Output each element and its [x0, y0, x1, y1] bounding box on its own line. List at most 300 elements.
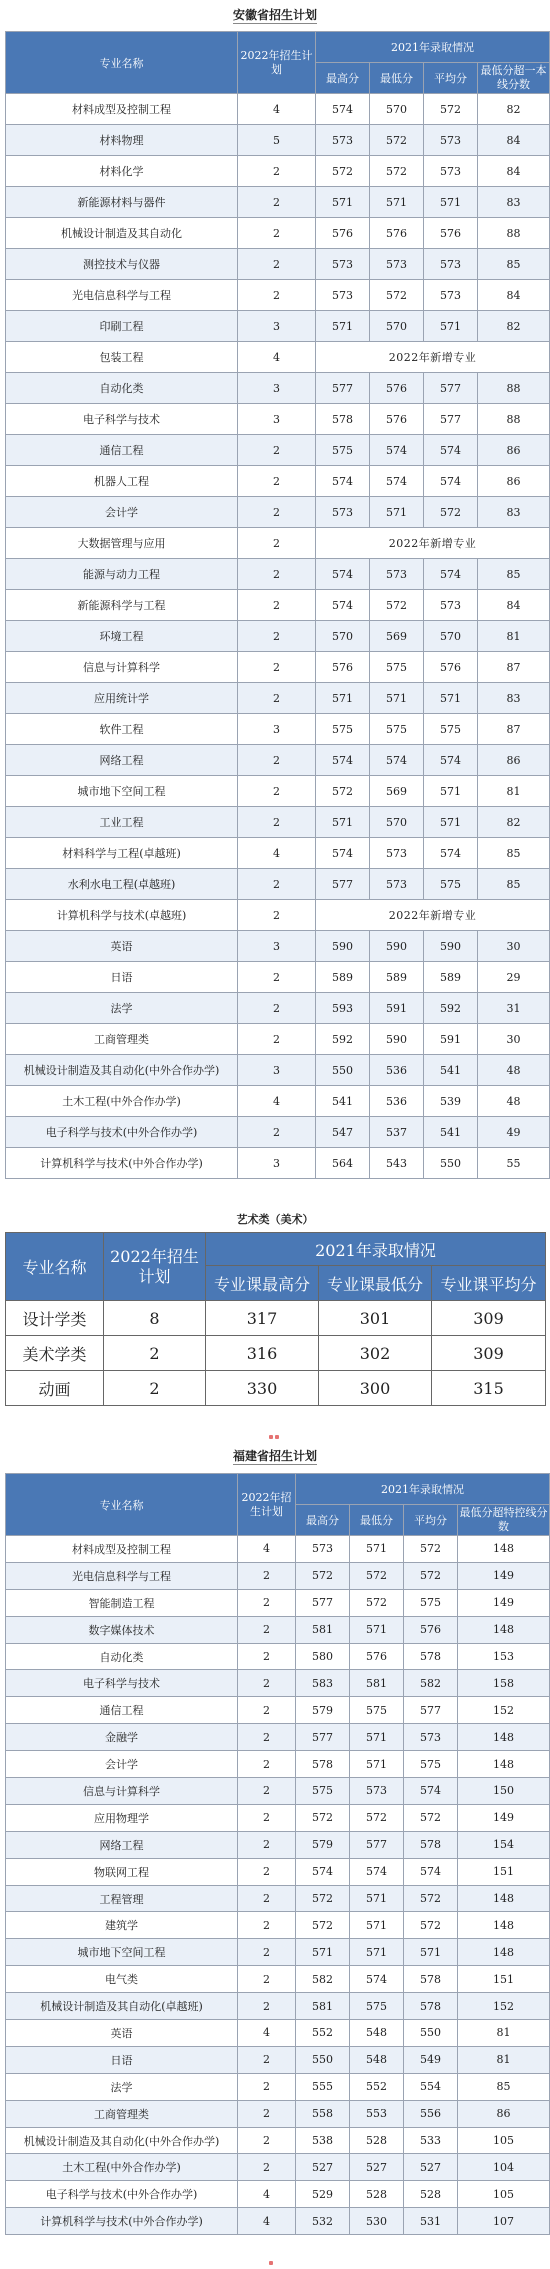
major-name-cell: 智能制造工程: [6, 1589, 238, 1616]
plan-count-cell: 2: [238, 1616, 296, 1643]
min-score-cell: 573: [370, 869, 424, 900]
min-score-cell: 576: [350, 1643, 404, 1670]
min-score-cell: 574: [370, 745, 424, 776]
plan-count-cell: 2: [104, 1336, 206, 1371]
avg-score-cell: 554: [404, 2073, 458, 2100]
avg-score-cell: 533: [404, 2127, 458, 2154]
avg-score-cell: 578: [404, 1831, 458, 1858]
plan-count-cell: 3: [238, 1148, 316, 1179]
diff-score-cell: 105: [458, 2127, 550, 2154]
min-score-cell: 528: [350, 2127, 404, 2154]
avg-score-cell: 527: [404, 2154, 458, 2181]
plan-count-cell: 3: [238, 714, 316, 745]
diff-score-cell: 49: [478, 1117, 550, 1148]
diff-score-cell: 149: [458, 1589, 550, 1616]
diff-score-cell: 107: [458, 2208, 550, 2235]
new-major-note-cell: 2022年新增专业: [316, 342, 550, 373]
max-score-cell: 575: [316, 714, 370, 745]
avg-score-cell: 550: [404, 2020, 458, 2047]
table-row: [6, 1117, 550, 1148]
plan-count-cell: 2: [238, 900, 316, 931]
major-name-cell: 工程管理: [6, 1885, 238, 1912]
plan-count-cell: 2: [238, 1858, 296, 1885]
min-score-cell: 571: [350, 1885, 404, 1912]
plan-count-cell: 2: [238, 621, 316, 652]
min-score-cell: 300: [319, 1371, 432, 1406]
plan-count-cell: 4: [238, 2020, 296, 2047]
diff-score-cell: 88: [478, 218, 550, 249]
major-name-cell: 日语: [6, 2046, 238, 2073]
plan-count-cell: 2: [238, 1804, 296, 1831]
table-row: [6, 1831, 550, 1858]
table-row: [6, 2020, 550, 2047]
major-name-cell: 电子科学与技术(中外合作办学): [6, 2181, 238, 2208]
diff-score-cell: 29: [478, 962, 550, 993]
min-score-cell: 577: [350, 1831, 404, 1858]
table-row: [6, 1966, 550, 1993]
major-name-cell: 软件工程: [6, 714, 238, 745]
plan-count-cell: 2: [238, 1939, 296, 1966]
plan-count-cell: 2: [238, 993, 316, 1024]
max-score-cell: 573: [316, 249, 370, 280]
table-row: [6, 1148, 550, 1179]
max-score-cell: 572: [296, 1804, 350, 1831]
fj-col-min-header: 最低分: [350, 1505, 404, 1536]
major-name-cell: 材料科学与工程(卓越班): [6, 838, 238, 869]
avg-score-cell: 582: [404, 1670, 458, 1697]
plan-count-cell: 2: [238, 2073, 296, 2100]
max-score-cell: 330: [206, 1371, 319, 1406]
major-name-cell: 材料成型及控制工程: [6, 1536, 238, 1563]
min-score-cell: 570: [370, 311, 424, 342]
anhui-title: 安徽省招生计划: [232, 8, 317, 22]
major-name-cell: 材料成型及控制工程: [6, 94, 238, 125]
diff-score-cell: 30: [478, 931, 550, 962]
art-col-avg-header: 专业课平均分: [432, 1266, 546, 1301]
min-score-cell: 589: [370, 962, 424, 993]
major-name-cell: 机器人工程: [6, 466, 238, 497]
min-score-cell: 574: [350, 1966, 404, 1993]
major-name-cell: 网络工程: [6, 1831, 238, 1858]
max-score-cell: 573: [296, 1536, 350, 1563]
avg-score-cell: 572: [404, 1562, 458, 1589]
table-row: [6, 683, 550, 714]
avg-score-cell: 570: [424, 621, 478, 652]
major-name-cell: 测控技术与仪器: [6, 249, 238, 280]
avg-score-cell: 574: [404, 1778, 458, 1805]
min-score-cell: 570: [370, 94, 424, 125]
major-name-cell: 英语: [6, 931, 238, 962]
plan-count-cell: 2: [238, 1885, 296, 1912]
table-row: [6, 1912, 550, 1939]
major-name-cell: 包装工程: [6, 342, 238, 373]
art-title: 艺术类（美术）: [236, 1213, 314, 1226]
max-score-cell: 532: [296, 2208, 350, 2235]
major-name-cell: 美术学类: [6, 1336, 104, 1371]
plan-count-cell: 2: [238, 2100, 296, 2127]
min-score-cell: 528: [350, 2181, 404, 2208]
major-name-cell: 电子科学与技术: [6, 1670, 238, 1697]
avg-score-cell: 571: [404, 1939, 458, 1966]
major-name-cell: 机械设计制造及其自动化(卓越班): [6, 1993, 238, 2020]
diff-score-cell: 31: [478, 993, 550, 1024]
diff-score-cell: 148: [458, 1724, 550, 1751]
table-row: [6, 1858, 550, 1885]
diff-score-cell: 84: [478, 125, 550, 156]
min-score-cell: 571: [370, 683, 424, 714]
avg-score-cell: 573: [424, 125, 478, 156]
max-score-cell: 577: [316, 869, 370, 900]
min-score-cell: 573: [370, 559, 424, 590]
table-row: [6, 497, 550, 528]
major-name-cell: 电气类: [6, 1966, 238, 1993]
avg-score-cell: 571: [424, 776, 478, 807]
avg-score-cell: 572: [424, 94, 478, 125]
min-score-cell: 571: [370, 497, 424, 528]
major-name-cell: 光电信息科学与工程: [6, 1562, 238, 1589]
table-row: [6, 311, 550, 342]
avg-score-cell: 531: [404, 2208, 458, 2235]
diff-score-cell: 86: [478, 466, 550, 497]
min-score-cell: 543: [370, 1148, 424, 1179]
major-name-cell: 英语: [6, 2020, 238, 2047]
diff-score-cell: 85: [478, 249, 550, 280]
plan-count-cell: 2: [238, 590, 316, 621]
table-row: [6, 1589, 550, 1616]
plan-count-cell: 2: [238, 1562, 296, 1589]
major-name-cell: 通信工程: [6, 1697, 238, 1724]
bottom-divider-dot: [268, 2250, 282, 2256]
max-score-cell: 581: [296, 1616, 350, 1643]
plan-count-cell: 2: [238, 218, 316, 249]
diff-score-cell: 81: [458, 2020, 550, 2047]
art-col-min-header: 专业课最低分: [319, 1266, 432, 1301]
avg-score-cell: 589: [424, 962, 478, 993]
major-name-cell: 光电信息科学与工程: [6, 280, 238, 311]
col-year-header: 2021年录取情况: [316, 32, 550, 63]
diff-score-cell: 84: [478, 156, 550, 187]
major-name-cell: 金融学: [6, 1724, 238, 1751]
max-score-cell: 575: [316, 435, 370, 466]
fj-col-year-header: 2021年录取情况: [296, 1474, 550, 1505]
major-name-cell: 土木工程(中外合作办学): [6, 1086, 238, 1117]
table-row: [6, 1336, 546, 1371]
min-score-cell: 548: [350, 2020, 404, 2047]
max-score-cell: 589: [316, 962, 370, 993]
major-name-cell: 日语: [6, 962, 238, 993]
art-col-year-header: 2021年录取情况: [206, 1233, 546, 1266]
major-name-cell: 物联网工程: [6, 1858, 238, 1885]
major-name-cell: 城市地下空间工程: [6, 776, 238, 807]
max-score-cell: 574: [316, 466, 370, 497]
fj-col-max-header: 最高分: [296, 1505, 350, 1536]
min-score-cell: 571: [350, 1724, 404, 1751]
max-score-cell: 577: [296, 1724, 350, 1751]
avg-score-cell: 575: [404, 1589, 458, 1616]
min-score-cell: 572: [370, 125, 424, 156]
table-row: [6, 2154, 550, 2181]
min-score-cell: 569: [370, 621, 424, 652]
plan-count-cell: 2: [238, 1751, 296, 1778]
plan-count-cell: 2: [238, 249, 316, 280]
avg-score-cell: 571: [424, 311, 478, 342]
avg-score-cell: 556: [404, 2100, 458, 2127]
max-score-cell: 580: [296, 1643, 350, 1670]
plan-count-cell: 2: [238, 1778, 296, 1805]
table-row: [6, 2181, 550, 2208]
major-name-cell: 网络工程: [6, 745, 238, 776]
plan-count-cell: 4: [238, 342, 316, 373]
min-score-cell: 576: [370, 373, 424, 404]
min-score-cell: 571: [350, 1751, 404, 1778]
diff-score-cell: 104: [458, 2154, 550, 2181]
plan-count-cell: 4: [238, 2208, 296, 2235]
min-score-cell: 571: [350, 1939, 404, 1966]
table-row: [6, 1562, 550, 1589]
table-row: [6, 2100, 550, 2127]
max-score-cell: 578: [316, 404, 370, 435]
min-score-cell: 548: [350, 2046, 404, 2073]
plan-count-cell: 2: [238, 435, 316, 466]
table-row: [6, 466, 550, 497]
max-score-cell: 527: [296, 2154, 350, 2181]
table-row: [6, 962, 550, 993]
min-score-cell: 575: [350, 1993, 404, 2020]
major-name-cell: 自动化类: [6, 373, 238, 404]
avg-score-cell: 571: [424, 807, 478, 838]
diff-score-cell: 148: [458, 1885, 550, 1912]
table-row: [6, 1643, 550, 1670]
diff-score-cell: 152: [458, 1697, 550, 1724]
diff-score-cell: 149: [458, 1804, 550, 1831]
avg-score-cell: 575: [424, 869, 478, 900]
min-score-cell: 575: [350, 1697, 404, 1724]
min-score-cell: 591: [370, 993, 424, 1024]
avg-score-cell: 574: [424, 435, 478, 466]
avg-score-cell: 577: [424, 373, 478, 404]
table-row: [6, 1024, 550, 1055]
table-row: [6, 435, 550, 466]
fj-col-major-header: 专业名称: [6, 1474, 238, 1536]
avg-score-cell: 576: [424, 652, 478, 683]
plan-count-cell: 3: [238, 1055, 316, 1086]
avg-score-cell: 578: [404, 1993, 458, 2020]
table-row: [6, 838, 550, 869]
plan-count-cell: 2: [238, 466, 316, 497]
major-name-cell: 应用物理学: [6, 1804, 238, 1831]
avg-score-cell: 309: [432, 1336, 546, 1371]
plan-count-cell: 2: [238, 1670, 296, 1697]
min-score-cell: 571: [370, 187, 424, 218]
major-name-cell: 水利水电工程(卓越班): [6, 869, 238, 900]
major-name-cell: 新能源材料与器件: [6, 187, 238, 218]
avg-score-cell: 309: [432, 1301, 546, 1336]
avg-score-cell: 573: [424, 280, 478, 311]
art-col-max-header: 专业课最高分: [206, 1266, 319, 1301]
min-score-cell: 573: [370, 249, 424, 280]
plan-count-cell: 2: [238, 1643, 296, 1670]
table-row: [6, 404, 550, 435]
max-score-cell: 529: [296, 2181, 350, 2208]
plan-count-cell: 2: [104, 1371, 206, 1406]
avg-score-cell: 577: [424, 404, 478, 435]
major-name-cell: 法学: [6, 993, 238, 1024]
table-row: [6, 156, 550, 187]
major-name-cell: 工商管理类: [6, 2100, 238, 2127]
diff-score-cell: 81: [478, 621, 550, 652]
avg-score-cell: 591: [424, 1024, 478, 1055]
plan-count-cell: 4: [238, 2181, 296, 2208]
major-name-cell: 新能源科学与工程: [6, 590, 238, 621]
min-score-cell: 571: [350, 1616, 404, 1643]
avg-score-cell: 573: [424, 156, 478, 187]
max-score-cell: 592: [316, 1024, 370, 1055]
col-avg-header: 平均分: [424, 63, 478, 94]
min-score-cell: 573: [370, 838, 424, 869]
diff-score-cell: 81: [478, 776, 550, 807]
table-row: [6, 187, 550, 218]
table-row: [6, 900, 550, 931]
table-row: [6, 1751, 550, 1778]
art-col-major-header: 专业名称: [6, 1233, 104, 1301]
max-score-cell: 581: [296, 1993, 350, 2020]
major-name-cell: 应用统计学: [6, 683, 238, 714]
plan-count-cell: 8: [104, 1301, 206, 1336]
max-score-cell: 538: [296, 2127, 350, 2154]
diff-score-cell: 88: [478, 373, 550, 404]
max-score-cell: 574: [316, 745, 370, 776]
major-name-cell: 计算机科学与技术(中外合作办学): [6, 2208, 238, 2235]
min-score-cell: 574: [370, 435, 424, 466]
min-score-cell: 536: [370, 1086, 424, 1117]
table-row: [6, 1301, 546, 1336]
max-score-cell: 576: [316, 218, 370, 249]
table-row: [6, 2073, 550, 2100]
diff-score-cell: 148: [458, 1751, 550, 1778]
major-name-cell: 法学: [6, 2073, 238, 2100]
table-row: [6, 1371, 546, 1406]
avg-score-cell: 549: [404, 2046, 458, 2073]
plan-count-cell: 2: [238, 1024, 316, 1055]
plan-count-cell: 3: [238, 404, 316, 435]
section-divider-dots: [268, 1424, 282, 1430]
max-score-cell: 541: [316, 1086, 370, 1117]
new-major-note-cell: 2022年新增专业: [316, 900, 550, 931]
table-row: [6, 1536, 550, 1563]
major-name-cell: 土木工程(中外合作办学): [6, 2154, 238, 2181]
major-name-cell: 计算机科学与技术(卓越班): [6, 900, 238, 931]
diff-score-cell: 153: [458, 1643, 550, 1670]
max-score-cell: 572: [316, 776, 370, 807]
plan-count-cell: 2: [238, 869, 316, 900]
max-score-cell: 593: [316, 993, 370, 1024]
max-score-cell: 578: [296, 1751, 350, 1778]
min-score-cell: 572: [350, 1804, 404, 1831]
major-name-cell: 建筑学: [6, 1912, 238, 1939]
plan-count-cell: 3: [238, 311, 316, 342]
plan-count-cell: 2: [238, 559, 316, 590]
avg-score-cell: 574: [424, 838, 478, 869]
plan-count-cell: 2: [238, 1966, 296, 1993]
min-score-cell: 537: [370, 1117, 424, 1148]
min-score-cell: 576: [370, 404, 424, 435]
avg-score-cell: 575: [424, 714, 478, 745]
diff-score-cell: 55: [478, 1148, 550, 1179]
plan-count-cell: 2: [238, 962, 316, 993]
fj-col-diff-header: 最低分超特控线分数: [458, 1505, 550, 1536]
table-row: [6, 993, 550, 1024]
max-score-cell: 577: [316, 373, 370, 404]
plan-count-cell: 4: [238, 838, 316, 869]
max-score-cell: 579: [296, 1831, 350, 1858]
new-major-note-cell: 2022年新增专业: [316, 528, 550, 559]
avg-score-cell: 574: [424, 559, 478, 590]
table-row: [6, 2046, 550, 2073]
avg-score-cell: 572: [424, 497, 478, 528]
major-name-cell: 环境工程: [6, 621, 238, 652]
max-score-cell: 570: [316, 621, 370, 652]
diff-score-cell: 158: [458, 1670, 550, 1697]
fujian-title: 福建省招生计划: [232, 1449, 317, 1463]
min-score-cell: 575: [370, 714, 424, 745]
plan-count-cell: 3: [238, 931, 316, 962]
col-diff-header: 最低分超一本线分数: [478, 63, 550, 94]
table-row: [6, 280, 550, 311]
min-score-cell: 536: [370, 1055, 424, 1086]
min-score-cell: 553: [350, 2100, 404, 2127]
min-score-cell: 572: [350, 1562, 404, 1589]
art-col-plan-header: 2022年招生计划: [104, 1233, 206, 1301]
table-row: [6, 249, 550, 280]
min-score-cell: 570: [370, 807, 424, 838]
diff-score-cell: 148: [458, 1939, 550, 1966]
table-row: [6, 1616, 550, 1643]
max-score-cell: 572: [316, 156, 370, 187]
avg-score-cell: 575: [404, 1751, 458, 1778]
diff-score-cell: 30: [478, 1024, 550, 1055]
col-max-header: 最高分: [316, 63, 370, 94]
plan-count-cell: 2: [238, 2127, 296, 2154]
avg-score-cell: 576: [424, 218, 478, 249]
table-row: [6, 1086, 550, 1117]
diff-score-cell: 86: [478, 745, 550, 776]
max-score-cell: 571: [316, 807, 370, 838]
max-score-cell: 574: [316, 838, 370, 869]
avg-score-cell: 541: [424, 1055, 478, 1086]
max-score-cell: 550: [296, 2046, 350, 2073]
min-score-cell: 574: [370, 466, 424, 497]
table-row: [6, 1778, 550, 1805]
plan-count-cell: 2: [238, 1724, 296, 1751]
plan-count-cell: 4: [238, 1536, 296, 1563]
min-score-cell: 572: [370, 590, 424, 621]
table-row: [6, 1055, 550, 1086]
max-score-cell: 576: [316, 652, 370, 683]
diff-score-cell: 83: [478, 683, 550, 714]
max-score-cell: 550: [316, 1055, 370, 1086]
diff-score-cell: 151: [458, 1858, 550, 1885]
avg-score-cell: 573: [404, 1724, 458, 1751]
min-score-cell: 590: [370, 931, 424, 962]
diff-score-cell: 83: [478, 497, 550, 528]
table-row: [6, 931, 550, 962]
diff-score-cell: 85: [478, 838, 550, 869]
major-name-cell: 设计学类: [6, 1301, 104, 1336]
max-score-cell: 571: [316, 187, 370, 218]
diff-score-cell: 148: [458, 1912, 550, 1939]
diff-score-cell: 84: [478, 590, 550, 621]
table-row: [6, 342, 550, 373]
